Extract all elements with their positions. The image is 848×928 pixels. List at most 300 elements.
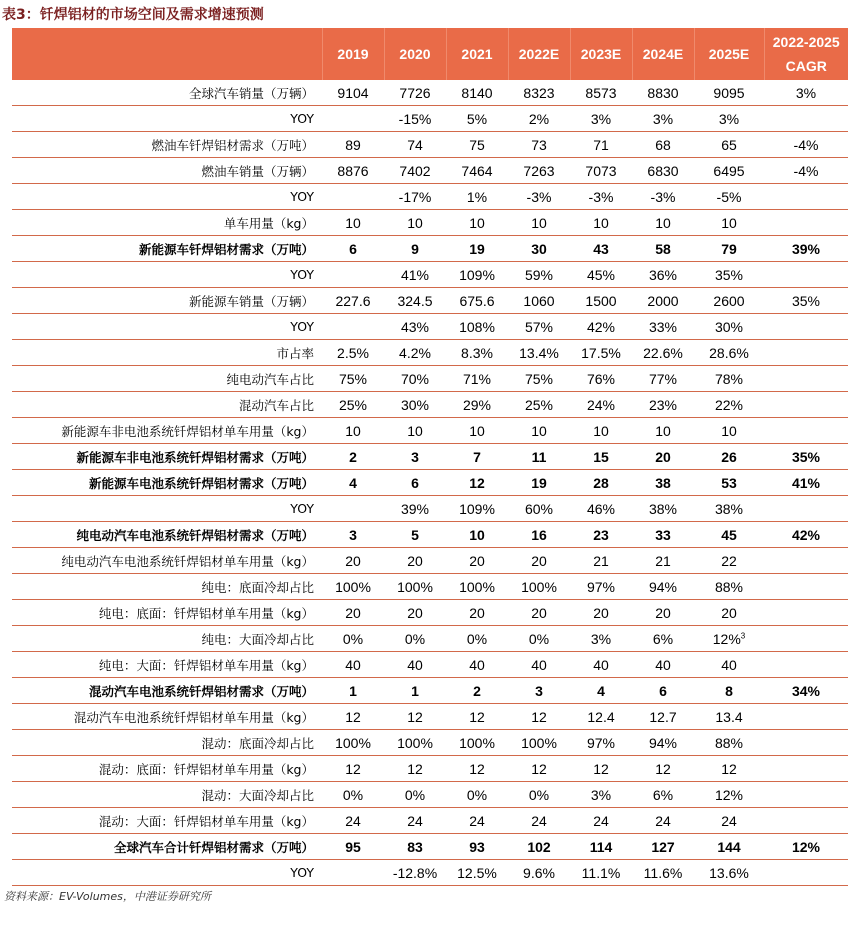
table-row	[12, 730, 848, 756]
table-cell: 12	[508, 756, 570, 782]
table-cell: 9095	[694, 80, 764, 106]
table-cell: 1060	[508, 288, 570, 314]
table-row	[12, 652, 848, 678]
table-cell: 25%	[322, 392, 384, 418]
table-row	[12, 392, 848, 418]
table-cell: 0%	[446, 782, 508, 808]
table-cell: 127	[632, 834, 694, 860]
table-cell	[764, 808, 848, 834]
table-cell: 24	[508, 808, 570, 834]
table-cell: 35%	[764, 288, 848, 314]
table-cell: 20	[384, 600, 446, 626]
table-row	[12, 288, 848, 314]
table-cell: 8323	[508, 80, 570, 106]
table-cell: 7263	[508, 158, 570, 184]
table-cell: 10	[632, 418, 694, 444]
table-cell: 10	[694, 418, 764, 444]
table-cell	[694, 626, 764, 652]
table-cell: 108%	[446, 314, 508, 340]
table-cell: 11	[508, 444, 570, 470]
table-cell: 6	[322, 236, 384, 262]
row-label: 混动：大面：钎焊铝材单车用量（kg）	[12, 808, 322, 834]
table-cell: 100%	[322, 730, 384, 756]
table-cell: 21	[632, 548, 694, 574]
row-label: 新能源车电池系统钎焊铝材需求（万吨）	[12, 470, 322, 496]
table-cell: 10	[446, 522, 508, 548]
table-cell: 40	[694, 652, 764, 678]
table-cell: 100%	[384, 574, 446, 600]
table-cell: 20	[322, 600, 384, 626]
table-cell: -3%	[570, 184, 632, 210]
table-row	[12, 522, 848, 548]
table-cell: 1	[322, 678, 384, 704]
table-cell: 24	[694, 808, 764, 834]
source-note: 资料来源：EV-Volumes，中港证券研究所	[4, 890, 211, 903]
table-cell: 9.6%	[508, 860, 570, 886]
table-cell: -5%	[694, 184, 764, 210]
table-cell: 0%	[508, 782, 570, 808]
table-cell: 8573	[570, 80, 632, 106]
forecast-table	[12, 28, 848, 886]
table-cell: 12.5%	[446, 860, 508, 886]
table-cell: 10	[446, 210, 508, 236]
table-cell: 10	[570, 418, 632, 444]
row-label: YOY	[12, 496, 322, 522]
row-label: 混动汽车占比	[12, 392, 322, 418]
header-cell: 2021	[446, 28, 508, 80]
table-cell: 13.4	[694, 704, 764, 730]
row-label: YOY	[12, 314, 322, 340]
row-label: 混动汽车电池系统钎焊铝材单车用量（kg）	[12, 704, 322, 730]
table-cell: 6	[384, 470, 446, 496]
table-cell: 19	[508, 470, 570, 496]
table-cell: 13.6%	[694, 860, 764, 886]
table-cell: 0%	[384, 626, 446, 652]
table-cell	[322, 262, 384, 288]
table-cell	[764, 106, 848, 132]
table-cell: 33	[632, 522, 694, 548]
table-row	[12, 678, 848, 704]
table-cell: 15	[570, 444, 632, 470]
table-cell: 93	[446, 834, 508, 860]
table-cell: 28.6%	[694, 340, 764, 366]
table-cell: 0%	[384, 782, 446, 808]
table-cell: 35%	[694, 262, 764, 288]
table-cell: 4.2%	[384, 340, 446, 366]
table-row	[12, 340, 848, 366]
table-cell: 41%	[384, 262, 446, 288]
table-row	[12, 366, 848, 392]
table-cell: 144	[694, 834, 764, 860]
table-cell: 8	[694, 678, 764, 704]
table-cell	[764, 860, 848, 886]
table-cell: 88%	[694, 730, 764, 756]
table-cell: 11.6%	[632, 860, 694, 886]
table-cell: 24	[570, 808, 632, 834]
row-label: 混动汽车电池系统钎焊铝材需求（万吨）	[12, 678, 322, 704]
table-cell: 53	[694, 470, 764, 496]
row-label: 纯电动汽车电池系统钎焊铝材需求（万吨）	[12, 522, 322, 548]
table-cell: 40	[384, 652, 446, 678]
table-cell: 102	[508, 834, 570, 860]
row-label: YOY	[12, 106, 322, 132]
table-cell: 3%	[570, 782, 632, 808]
footnote-marker: 3	[740, 630, 746, 640]
table-cell: 24	[322, 808, 384, 834]
table-cell: 20	[570, 600, 632, 626]
table-cell	[764, 314, 848, 340]
table-cell: 9104	[322, 80, 384, 106]
header-cell: 2024E	[632, 28, 694, 80]
table-cell: 12.4	[570, 704, 632, 730]
row-label: 市占率	[12, 340, 322, 366]
table-row	[12, 184, 848, 210]
table-cell	[322, 106, 384, 132]
table-cell: 89	[322, 132, 384, 158]
header-cell	[764, 28, 848, 80]
row-label: 纯电动汽车占比	[12, 366, 322, 392]
table-cell: 10	[384, 210, 446, 236]
table-cell: 12	[322, 704, 384, 730]
table-cell	[764, 652, 848, 678]
table-cell: 79	[694, 236, 764, 262]
row-label: 新能源车销量（万辆）	[12, 288, 322, 314]
table-cell: 3	[384, 444, 446, 470]
table-cell: 75	[446, 132, 508, 158]
table-cell: 3	[508, 678, 570, 704]
table-cell: 3%	[570, 626, 632, 652]
table-row	[12, 132, 848, 158]
table-cell: 39%	[384, 496, 446, 522]
table-cell: 22.6%	[632, 340, 694, 366]
table-cell: 10	[570, 210, 632, 236]
header-cell: 2023E	[570, 28, 632, 80]
table-cell: 20	[322, 548, 384, 574]
table-cell: 6%	[632, 626, 694, 652]
table-cell	[764, 730, 848, 756]
table-cell: 9	[384, 236, 446, 262]
table-cell: 10	[508, 210, 570, 236]
table-cell: 324.5	[384, 288, 446, 314]
row-label: 新能源车非电池系统钎焊铝材单车用量（kg）	[12, 418, 322, 444]
table-cell: 42%	[764, 522, 848, 548]
table-row	[12, 548, 848, 574]
table-cell: 0%	[446, 626, 508, 652]
row-label: 混动：底面：钎焊铝材单车用量（kg）	[12, 756, 322, 782]
table-cell: 75%	[322, 366, 384, 392]
table-cell: 7073	[570, 158, 632, 184]
table-cell: 2.5%	[322, 340, 384, 366]
table-cell	[322, 496, 384, 522]
table-cell: 29%	[446, 392, 508, 418]
table-row	[12, 418, 848, 444]
table-cell: 16	[508, 522, 570, 548]
row-label: 新能源车钎焊铝材需求（万吨）	[12, 236, 322, 262]
table-cell: 33%	[632, 314, 694, 340]
table-cell: 97%	[570, 574, 632, 600]
table-row	[12, 106, 848, 132]
table-cell: 6	[632, 678, 694, 704]
table-cell: 68	[632, 132, 694, 158]
table-cell	[764, 418, 848, 444]
table-cell	[764, 574, 848, 600]
table-cell: 71	[570, 132, 632, 158]
row-label: 纯电：底面：钎焊铝材单车用量（kg）	[12, 600, 322, 626]
table-cell: 6495	[694, 158, 764, 184]
table-cell: 8.3%	[446, 340, 508, 366]
table-cell: -4%	[764, 132, 848, 158]
table-cell: 10	[508, 418, 570, 444]
table-cell: 59%	[508, 262, 570, 288]
table-cell	[764, 704, 848, 730]
table-cell: 38	[632, 470, 694, 496]
table-cell: 40	[446, 652, 508, 678]
table-cell: 12	[322, 756, 384, 782]
cell-value: 12%	[712, 630, 741, 647]
table-cell: 5	[384, 522, 446, 548]
table-cell: 12	[384, 704, 446, 730]
table-cell: 94%	[632, 574, 694, 600]
table-cell: 30%	[694, 314, 764, 340]
table-cell: 7726	[384, 80, 446, 106]
table-cell: 22%	[694, 392, 764, 418]
table-cell: 3%	[764, 80, 848, 106]
table-cell: 3%	[632, 106, 694, 132]
table-cell: 23	[570, 522, 632, 548]
table-cell: 41%	[764, 470, 848, 496]
header-line: CAGR	[785, 58, 827, 74]
table-cell: 12%	[694, 782, 764, 808]
table-cell: 7	[446, 444, 508, 470]
table-row	[12, 470, 848, 496]
table-row	[12, 756, 848, 782]
row-label: 纯电：大面：钎焊铝材单车用量（kg）	[12, 652, 322, 678]
table-cell	[764, 392, 848, 418]
table-row	[12, 444, 848, 470]
table-cell: 10	[694, 210, 764, 236]
table-cell: 20	[446, 600, 508, 626]
table-cell: 4	[322, 470, 384, 496]
table-cell: 43%	[384, 314, 446, 340]
table-cell: 7402	[384, 158, 446, 184]
table-cell: 12	[694, 756, 764, 782]
table-cell: 100%	[384, 730, 446, 756]
table-cell: 28	[570, 470, 632, 496]
row-label: 纯电动汽车电池系统钎焊铝材单车用量（kg）	[12, 548, 322, 574]
table-row	[12, 626, 848, 652]
table-cell: 38%	[694, 496, 764, 522]
table-cell: 4	[570, 678, 632, 704]
table-cell: 94%	[632, 730, 694, 756]
table-row	[12, 80, 848, 106]
row-label: 纯电：底面冷却占比	[12, 574, 322, 600]
table-cell: 100%	[446, 574, 508, 600]
table-cell	[322, 184, 384, 210]
table-cell: 21	[570, 548, 632, 574]
table-cell: 227.6	[322, 288, 384, 314]
row-label: YOY	[12, 262, 322, 288]
header-cell: 2019	[322, 28, 384, 80]
table-row	[12, 704, 848, 730]
table-cell: 2000	[632, 288, 694, 314]
table-cell: 36%	[632, 262, 694, 288]
table-cell: 8830	[632, 80, 694, 106]
table-cell: 12	[508, 704, 570, 730]
table-cell	[764, 496, 848, 522]
table-cell: 675.6	[446, 288, 508, 314]
table-cell: 13.4%	[508, 340, 570, 366]
table-cell: 10	[446, 418, 508, 444]
table-cell: 58	[632, 236, 694, 262]
table-cell: 8140	[446, 80, 508, 106]
table-cell: 42%	[570, 314, 632, 340]
table-row	[12, 158, 848, 184]
table-cell: 30%	[384, 392, 446, 418]
table-cell: 20	[384, 548, 446, 574]
row-label: 单车用量（kg）	[12, 210, 322, 236]
header-cell: 2025E	[694, 28, 764, 80]
row-label: YOY	[12, 860, 322, 886]
table-title: 表3：钎焊铝材的市场空间及需求增速预测	[2, 7, 264, 23]
header-cell: 2020	[384, 28, 446, 80]
table-cell	[764, 626, 848, 652]
table-cell	[764, 600, 848, 626]
table-cell	[764, 782, 848, 808]
table-cell: 10	[322, 418, 384, 444]
table-cell: 65	[694, 132, 764, 158]
row-label: 燃油车钎焊铝材需求（万吨）	[12, 132, 322, 158]
table-cell	[764, 366, 848, 392]
table-cell: -17%	[384, 184, 446, 210]
table-cell	[764, 262, 848, 288]
table-cell: 34%	[764, 678, 848, 704]
table-cell: 10	[322, 210, 384, 236]
table-cell: 10	[632, 210, 694, 236]
row-label: 混动：底面冷却占比	[12, 730, 322, 756]
table-cell: 6830	[632, 158, 694, 184]
table-cell: 12	[446, 756, 508, 782]
table-cell: 2	[322, 444, 384, 470]
table-cell: 35%	[764, 444, 848, 470]
table-cell	[764, 184, 848, 210]
table-cell: 83	[384, 834, 446, 860]
table-cell: 100%	[508, 730, 570, 756]
row-label: 纯电：大面冷却占比	[12, 626, 322, 652]
table-row	[12, 808, 848, 834]
table-cell: 12	[632, 756, 694, 782]
table-cell: 20	[508, 600, 570, 626]
table-cell: 25%	[508, 392, 570, 418]
table-cell	[322, 860, 384, 886]
table-row	[12, 262, 848, 288]
table-cell: 39%	[764, 236, 848, 262]
table-cell: 12%	[764, 834, 848, 860]
table-cell: 0%	[322, 782, 384, 808]
table-cell: 70%	[384, 366, 446, 392]
table-cell: 26	[694, 444, 764, 470]
table-row	[12, 834, 848, 860]
table-cell: 24	[446, 808, 508, 834]
table-row	[12, 210, 848, 236]
table-cell: 12.7	[632, 704, 694, 730]
table-cell: 3%	[694, 106, 764, 132]
table-cell: 22	[694, 548, 764, 574]
table-cell: 40	[322, 652, 384, 678]
header-line: 2022-2025	[772, 34, 840, 50]
table-cell: 100%	[322, 574, 384, 600]
table-cell: -4%	[764, 158, 848, 184]
table-cell: 12	[384, 756, 446, 782]
table-cell: 17.5%	[570, 340, 632, 366]
table-cell	[322, 314, 384, 340]
table-cell: 38%	[632, 496, 694, 522]
table-cell: 2600	[694, 288, 764, 314]
table-cell: 40	[570, 652, 632, 678]
row-label: 燃油车销量（万辆）	[12, 158, 322, 184]
table-row	[12, 782, 848, 808]
table-cell	[764, 756, 848, 782]
table-cell: 78%	[694, 366, 764, 392]
table-cell: 73	[508, 132, 570, 158]
table-cell: 2	[446, 678, 508, 704]
table-cell: 95	[322, 834, 384, 860]
table-cell: 1%	[446, 184, 508, 210]
table-cell: 20	[446, 548, 508, 574]
table-cell	[764, 340, 848, 366]
table-row	[12, 236, 848, 262]
table-cell: 88%	[694, 574, 764, 600]
table-cell: 100%	[508, 574, 570, 600]
table-cell: 45%	[570, 262, 632, 288]
table-cell: 109%	[446, 262, 508, 288]
table-cell: 97%	[570, 730, 632, 756]
table-cell: 12	[570, 756, 632, 782]
table-cell: 40	[508, 652, 570, 678]
table-row	[12, 574, 848, 600]
table-cell: 74	[384, 132, 446, 158]
table-cell: 0%	[322, 626, 384, 652]
table-cell: -15%	[384, 106, 446, 132]
table-cell: 3%	[570, 106, 632, 132]
table-cell: 46%	[570, 496, 632, 522]
row-label: 新能源车非电池系统钎焊铝材需求（万吨）	[12, 444, 322, 470]
table-cell: 6%	[632, 782, 694, 808]
table-cell: 20	[694, 600, 764, 626]
table-cell: 12	[446, 470, 508, 496]
table-cell: 57%	[508, 314, 570, 340]
table-row	[12, 314, 848, 340]
row-label: YOY	[12, 184, 322, 210]
table-row	[12, 860, 848, 886]
row-label: 全球汽车销量（万辆）	[12, 80, 322, 106]
table-cell: 20	[632, 444, 694, 470]
table-cell: -3%	[508, 184, 570, 210]
table-cell: 8876	[322, 158, 384, 184]
table-cell: 7464	[446, 158, 508, 184]
table-cell: 76%	[570, 366, 632, 392]
table-cell: 60%	[508, 496, 570, 522]
table-row	[12, 496, 848, 522]
table-cell: 12	[446, 704, 508, 730]
table-row	[12, 600, 848, 626]
table-cell: 114	[570, 834, 632, 860]
table-cell: 30	[508, 236, 570, 262]
header-cell: 2022E	[508, 28, 570, 80]
table-cell: 40	[632, 652, 694, 678]
table-cell: 20	[508, 548, 570, 574]
table-cell: 24%	[570, 392, 632, 418]
table-cell	[764, 548, 848, 574]
